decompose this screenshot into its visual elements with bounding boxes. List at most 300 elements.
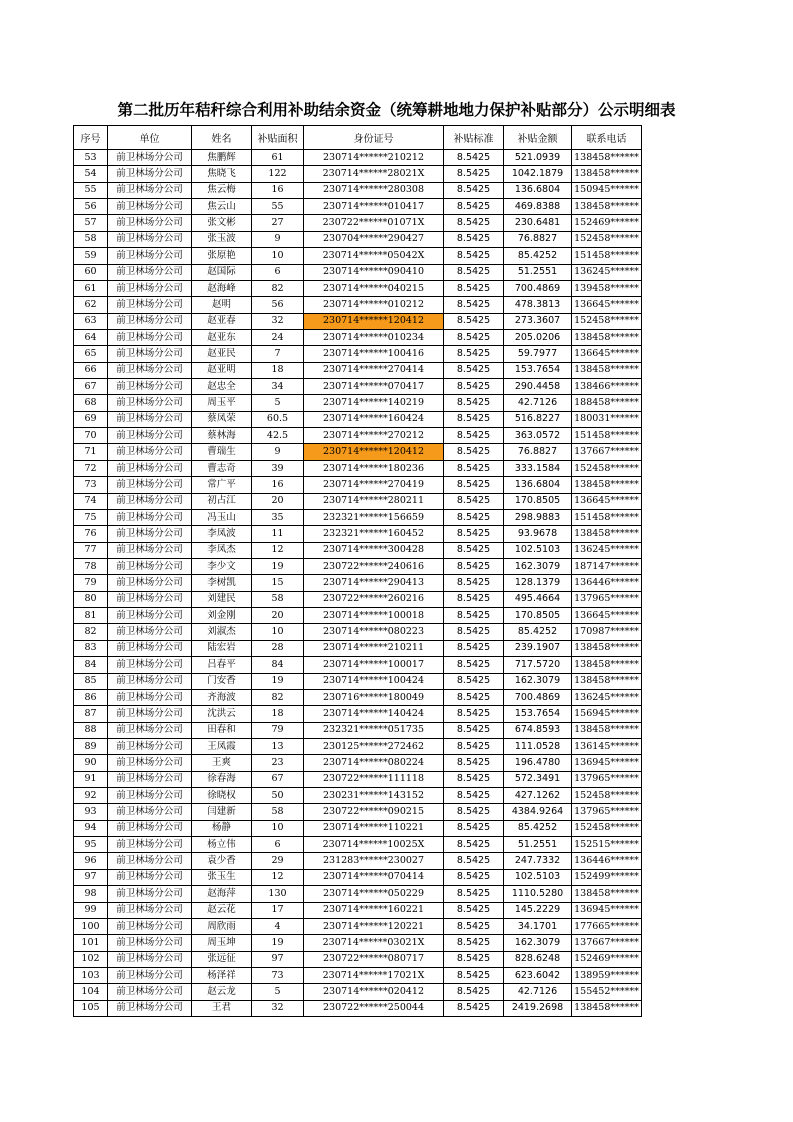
row-phone: 152458****** [572, 788, 642, 804]
row-id-number: 230714******110221 [304, 820, 444, 836]
row-id-number: 230714******210211 [304, 640, 444, 656]
row-name: 赵亚民 [192, 346, 252, 362]
row-name: 刘淑杰 [192, 624, 252, 640]
row-amount: 196.4780 [504, 755, 572, 771]
row-amount: 111.0528 [504, 738, 572, 754]
row-rate: 8.5425 [444, 460, 504, 476]
row-id-number: 230714******28021X [304, 166, 444, 182]
row-rate: 8.5425 [444, 788, 504, 804]
row-amount: 230.6481 [504, 215, 572, 231]
row-name: 赵海萍 [192, 886, 252, 902]
row-amount: 495.4664 [504, 591, 572, 607]
row-amount: 162.3079 [504, 558, 572, 574]
row-id-number: 230714******100018 [304, 608, 444, 624]
table-row [74, 166, 642, 182]
row-phone: 138458****** [572, 329, 642, 345]
row-amount: 85.4252 [504, 624, 572, 640]
row-rate: 8.5425 [444, 395, 504, 411]
row-no: 64 [74, 329, 108, 345]
row-area: 19 [252, 935, 304, 951]
row-area: 42.5 [252, 428, 304, 444]
row-unit: 前卫林场分公司 [108, 1000, 192, 1016]
row-no: 76 [74, 526, 108, 542]
row-amount: 153.7654 [504, 362, 572, 378]
row-no: 69 [74, 411, 108, 427]
row-phone: 152458****** [572, 231, 642, 247]
row-amount: 42.7126 [504, 984, 572, 1000]
row-unit: 前卫林场分公司 [108, 444, 192, 460]
row-unit: 前卫林场分公司 [108, 150, 192, 166]
row-id-number: 230722******080717 [304, 951, 444, 967]
row-unit: 前卫林场分公司 [108, 542, 192, 558]
row-id-number: 230714******03021X [304, 935, 444, 951]
row-unit: 前卫林场分公司 [108, 820, 192, 836]
row-id-number: 232321******051735 [304, 722, 444, 738]
row-phone: 137965****** [572, 591, 642, 607]
row-id-number: 230704******290427 [304, 231, 444, 247]
row-amount: 51.2551 [504, 264, 572, 280]
row-name: 张原艳 [192, 248, 252, 264]
row-rate: 8.5425 [444, 886, 504, 902]
row-id-number: 230714******290413 [304, 575, 444, 591]
row-amount: 42.7126 [504, 395, 572, 411]
row-phone: 188458****** [572, 395, 642, 411]
row-unit: 前卫林场分公司 [108, 264, 192, 280]
row-id-number: 230722******01071X [304, 215, 444, 231]
table-row [74, 804, 642, 820]
row-name: 冯玉山 [192, 509, 252, 525]
row-phone: 136945****** [572, 755, 642, 771]
table-row [74, 771, 642, 787]
row-amount: 1042.1879 [504, 166, 572, 182]
table-row [74, 820, 642, 836]
row-phone: 136945****** [572, 902, 642, 918]
row-area: 20 [252, 608, 304, 624]
row-unit: 前卫林场分公司 [108, 297, 192, 313]
row-amount: 828.6248 [504, 951, 572, 967]
row-name: 曹瑞生 [192, 444, 252, 460]
row-rate: 8.5425 [444, 918, 504, 934]
row-amount: 102.5103 [504, 869, 572, 885]
row-area: 82 [252, 689, 304, 705]
row-unit: 前卫林场分公司 [108, 869, 192, 885]
row-amount: 239.1907 [504, 640, 572, 656]
table-row [74, 199, 642, 215]
table-row [74, 886, 642, 902]
row-no: 72 [74, 460, 108, 476]
row-id-number: 230714******120412 [304, 444, 444, 460]
table-row [74, 640, 642, 656]
row-rate: 8.5425 [444, 182, 504, 198]
row-id-number: 230722******250044 [304, 1000, 444, 1016]
row-id-number: 230714******100424 [304, 673, 444, 689]
row-id-number: 231283******230027 [304, 853, 444, 869]
row-name: 周玉平 [192, 395, 252, 411]
row-amount: 170.8505 [504, 608, 572, 624]
table-row [74, 918, 642, 934]
row-rate: 8.5425 [444, 215, 504, 231]
row-rate: 8.5425 [444, 591, 504, 607]
row-phone: 137667****** [572, 935, 642, 951]
row-area: 50 [252, 788, 304, 804]
row-area: 82 [252, 280, 304, 296]
row-no: 104 [74, 984, 108, 1000]
row-id-number: 230722******260216 [304, 591, 444, 607]
row-name: 周欣雨 [192, 918, 252, 934]
row-rate: 8.5425 [444, 640, 504, 656]
row-rate: 8.5425 [444, 199, 504, 215]
row-rate: 8.5425 [444, 1000, 504, 1016]
row-area: 11 [252, 526, 304, 542]
row-unit: 前卫林场分公司 [108, 722, 192, 738]
row-phone: 156945****** [572, 706, 642, 722]
header-amount: 补贴金额 [504, 126, 572, 150]
row-unit: 前卫林场分公司 [108, 493, 192, 509]
row-name: 张远征 [192, 951, 252, 967]
row-phone: 152469****** [572, 215, 642, 231]
table-row [74, 329, 642, 345]
row-name: 门安香 [192, 673, 252, 689]
row-amount: 51.2551 [504, 837, 572, 853]
table-row [74, 558, 642, 574]
row-area: 5 [252, 984, 304, 1000]
row-amount: 2419.2698 [504, 1000, 572, 1016]
row-id-number: 230714******100017 [304, 657, 444, 673]
row-rate: 8.5425 [444, 804, 504, 820]
row-name: 赵亚东 [192, 329, 252, 345]
row-no: 81 [74, 608, 108, 624]
table-row [74, 346, 642, 362]
row-no: 99 [74, 902, 108, 918]
header-row [74, 126, 642, 150]
row-rate: 8.5425 [444, 542, 504, 558]
row-id-number: 230714******010417 [304, 199, 444, 215]
table-row [74, 379, 642, 395]
row-unit: 前卫林场分公司 [108, 657, 192, 673]
row-rate: 8.5425 [444, 280, 504, 296]
row-id-number: 230722******240616 [304, 558, 444, 574]
row-unit: 前卫林场分公司 [108, 460, 192, 476]
row-amount: 363.0572 [504, 428, 572, 444]
row-rate: 8.5425 [444, 869, 504, 885]
row-id-number: 230714******210212 [304, 150, 444, 166]
row-phone: 170987****** [572, 624, 642, 640]
row-area: 97 [252, 951, 304, 967]
row-name: 齐海波 [192, 689, 252, 705]
row-phone: 136245****** [572, 689, 642, 705]
row-name: 焦云梅 [192, 182, 252, 198]
row-no: 66 [74, 362, 108, 378]
row-no: 90 [74, 755, 108, 771]
row-rate: 8.5425 [444, 984, 504, 1000]
row-rate: 8.5425 [444, 902, 504, 918]
row-no: 74 [74, 493, 108, 509]
row-phone: 151458****** [572, 428, 642, 444]
row-no: 98 [74, 886, 108, 902]
row-phone: 137965****** [572, 771, 642, 787]
row-name: 李凤杰 [192, 542, 252, 558]
row-no: 82 [74, 624, 108, 640]
row-id-number: 230714******270212 [304, 428, 444, 444]
row-area: 27 [252, 215, 304, 231]
row-name: 杨静 [192, 820, 252, 836]
row-phone: 151458****** [572, 509, 642, 525]
row-id-number: 230714******160221 [304, 902, 444, 918]
row-amount: 34.1701 [504, 918, 572, 934]
row-area: 32 [252, 313, 304, 329]
row-id-number: 230714******180236 [304, 460, 444, 476]
header-name: 姓名 [192, 126, 252, 150]
row-amount: 478.3813 [504, 297, 572, 313]
header-rate: 补贴标准 [444, 126, 504, 150]
row-unit: 前卫林场分公司 [108, 411, 192, 427]
row-name: 周玉坤 [192, 935, 252, 951]
row-rate: 8.5425 [444, 477, 504, 493]
row-phone: 138458****** [572, 477, 642, 493]
row-amount: 145.2229 [504, 902, 572, 918]
row-name: 赵云花 [192, 902, 252, 918]
row-area: 16 [252, 182, 304, 198]
row-name: 焦晓飞 [192, 166, 252, 182]
row-id-number: 230714******300428 [304, 542, 444, 558]
row-rate: 8.5425 [444, 657, 504, 673]
row-rate: 8.5425 [444, 346, 504, 362]
row-no: 95 [74, 837, 108, 853]
header-area: 补贴面积 [252, 126, 304, 150]
row-rate: 8.5425 [444, 493, 504, 509]
row-area: 84 [252, 657, 304, 673]
row-area: 24 [252, 329, 304, 345]
row-area: 20 [252, 493, 304, 509]
row-rate: 8.5425 [444, 837, 504, 853]
row-no: 88 [74, 722, 108, 738]
row-phone: 151458****** [572, 248, 642, 264]
row-area: 5 [252, 395, 304, 411]
row-id-number: 230714******100416 [304, 346, 444, 362]
row-no: 94 [74, 820, 108, 836]
header-no: 序号 [74, 126, 108, 150]
row-amount: 1110.5280 [504, 886, 572, 902]
row-unit: 前卫林场分公司 [108, 182, 192, 198]
row-rate: 8.5425 [444, 722, 504, 738]
row-unit: 前卫林场分公司 [108, 395, 192, 411]
row-rate: 8.5425 [444, 771, 504, 787]
table-row [74, 706, 642, 722]
table-row [74, 477, 642, 493]
row-id-number: 230714******020412 [304, 984, 444, 1000]
row-unit: 前卫林场分公司 [108, 477, 192, 493]
row-unit: 前卫林场分公司 [108, 788, 192, 804]
table-row [74, 215, 642, 231]
table-row [74, 493, 642, 509]
table-row [74, 1000, 642, 1016]
row-area: 19 [252, 558, 304, 574]
subsidy-table [73, 125, 642, 1017]
row-no: 59 [74, 248, 108, 264]
row-amount: 93.9678 [504, 526, 572, 542]
row-name: 沈洪云 [192, 706, 252, 722]
row-no: 75 [74, 509, 108, 525]
row-name: 赵明 [192, 297, 252, 313]
row-area: 32 [252, 1000, 304, 1016]
row-unit: 前卫林场分公司 [108, 886, 192, 902]
row-amount: 76.8827 [504, 444, 572, 460]
row-area: 61 [252, 150, 304, 166]
row-area: 9 [252, 444, 304, 460]
table-row [74, 673, 642, 689]
row-no: 102 [74, 951, 108, 967]
row-area: 23 [252, 755, 304, 771]
table-row [74, 869, 642, 885]
row-unit: 前卫林场分公司 [108, 951, 192, 967]
row-id-number: 230714******010212 [304, 297, 444, 313]
row-no: 54 [74, 166, 108, 182]
row-id-number: 230722******111118 [304, 771, 444, 787]
row-id-number: 230714******040215 [304, 280, 444, 296]
row-name: 刘金刚 [192, 608, 252, 624]
table-row [74, 509, 642, 525]
table-row [74, 788, 642, 804]
row-phone: 180031****** [572, 411, 642, 427]
row-id-number: 230714******070417 [304, 379, 444, 395]
row-area: 56 [252, 297, 304, 313]
row-phone: 137965****** [572, 804, 642, 820]
row-phone: 139458****** [572, 280, 642, 296]
row-area: 7 [252, 346, 304, 362]
row-unit: 前卫林场分公司 [108, 935, 192, 951]
table-row [74, 837, 642, 853]
row-phone: 136446****** [572, 853, 642, 869]
row-area: 17 [252, 902, 304, 918]
table-row [74, 591, 642, 607]
row-unit: 前卫林场分公司 [108, 199, 192, 215]
row-name: 杨立伟 [192, 837, 252, 853]
row-amount: 205.0206 [504, 329, 572, 345]
row-name: 赵国际 [192, 264, 252, 280]
row-name: 焦云山 [192, 199, 252, 215]
row-phone: 136245****** [572, 264, 642, 280]
row-id-number: 230714******280211 [304, 493, 444, 509]
row-unit: 前卫林场分公司 [108, 509, 192, 525]
row-no: 68 [74, 395, 108, 411]
row-phone: 136245****** [572, 542, 642, 558]
row-unit: 前卫林场分公司 [108, 738, 192, 754]
row-phone: 138458****** [572, 199, 642, 215]
row-unit: 前卫林场分公司 [108, 280, 192, 296]
row-rate: 8.5425 [444, 329, 504, 345]
row-id-number: 230714******270414 [304, 362, 444, 378]
row-name: 赵亚春 [192, 313, 252, 329]
row-amount: 128.1379 [504, 575, 572, 591]
row-no: 93 [74, 804, 108, 820]
row-unit: 前卫林场分公司 [108, 526, 192, 542]
row-rate: 8.5425 [444, 608, 504, 624]
row-name: 陆宏岩 [192, 640, 252, 656]
row-no: 79 [74, 575, 108, 591]
row-no: 73 [74, 477, 108, 493]
row-area: 10 [252, 248, 304, 264]
row-id-number: 230714******280308 [304, 182, 444, 198]
row-phone: 138458****** [572, 526, 642, 542]
row-id-number: 232321******160452 [304, 526, 444, 542]
row-unit: 前卫林场分公司 [108, 248, 192, 264]
table-row [74, 755, 642, 771]
row-amount: 521.0939 [504, 150, 572, 166]
row-no: 86 [74, 689, 108, 705]
row-unit: 前卫林场分公司 [108, 346, 192, 362]
row-amount: 717.5720 [504, 657, 572, 673]
row-amount: 700.4869 [504, 689, 572, 705]
row-no: 57 [74, 215, 108, 231]
row-id-number: 230714******270419 [304, 477, 444, 493]
table-row [74, 624, 642, 640]
row-name: 张文彬 [192, 215, 252, 231]
row-amount: 4384.9264 [504, 804, 572, 820]
row-unit: 前卫林场分公司 [108, 689, 192, 705]
row-area: 15 [252, 575, 304, 591]
row-id-number: 230722******090215 [304, 804, 444, 820]
table-row [74, 231, 642, 247]
row-area: 16 [252, 477, 304, 493]
row-phone: 136645****** [572, 493, 642, 509]
row-amount: 700.4869 [504, 280, 572, 296]
row-name: 蔡凤荣 [192, 411, 252, 427]
row-id-number: 230231******143152 [304, 788, 444, 804]
table-row [74, 395, 642, 411]
row-area: 39 [252, 460, 304, 476]
table-row [74, 264, 642, 280]
row-area: 79 [252, 722, 304, 738]
row-area: 34 [252, 379, 304, 395]
row-id-number: 230714******140219 [304, 395, 444, 411]
row-id-number: 230714******080223 [304, 624, 444, 640]
row-name: 赵云龙 [192, 984, 252, 1000]
row-amount: 273.3607 [504, 313, 572, 329]
row-phone: 136446****** [572, 575, 642, 591]
table-row [74, 575, 642, 591]
row-rate: 8.5425 [444, 379, 504, 395]
row-phone: 138466****** [572, 379, 642, 395]
row-no: 53 [74, 150, 108, 166]
row-no: 77 [74, 542, 108, 558]
row-area: 58 [252, 804, 304, 820]
table-row [74, 657, 642, 673]
row-unit: 前卫林场分公司 [108, 984, 192, 1000]
row-area: 18 [252, 706, 304, 722]
row-id-number: 230125******272462 [304, 738, 444, 754]
row-id-number: 230716******180049 [304, 689, 444, 705]
row-name: 袁少香 [192, 853, 252, 869]
row-no: 100 [74, 918, 108, 934]
row-no: 91 [74, 771, 108, 787]
row-phone: 138458****** [572, 722, 642, 738]
table-row [74, 951, 642, 967]
row-phone: 152458****** [572, 820, 642, 836]
row-rate: 8.5425 [444, 738, 504, 754]
table-row [74, 967, 642, 983]
row-phone: 138458****** [572, 640, 642, 656]
row-name: 赵忠全 [192, 379, 252, 395]
row-name: 王君 [192, 1000, 252, 1016]
table-row [74, 526, 642, 542]
row-phone: 138458****** [572, 1000, 642, 1016]
table-row [74, 902, 642, 918]
row-phone: 150945****** [572, 182, 642, 198]
row-area: 67 [252, 771, 304, 787]
row-unit: 前卫林场分公司 [108, 918, 192, 934]
row-no: 71 [74, 444, 108, 460]
row-phone: 138458****** [572, 362, 642, 378]
